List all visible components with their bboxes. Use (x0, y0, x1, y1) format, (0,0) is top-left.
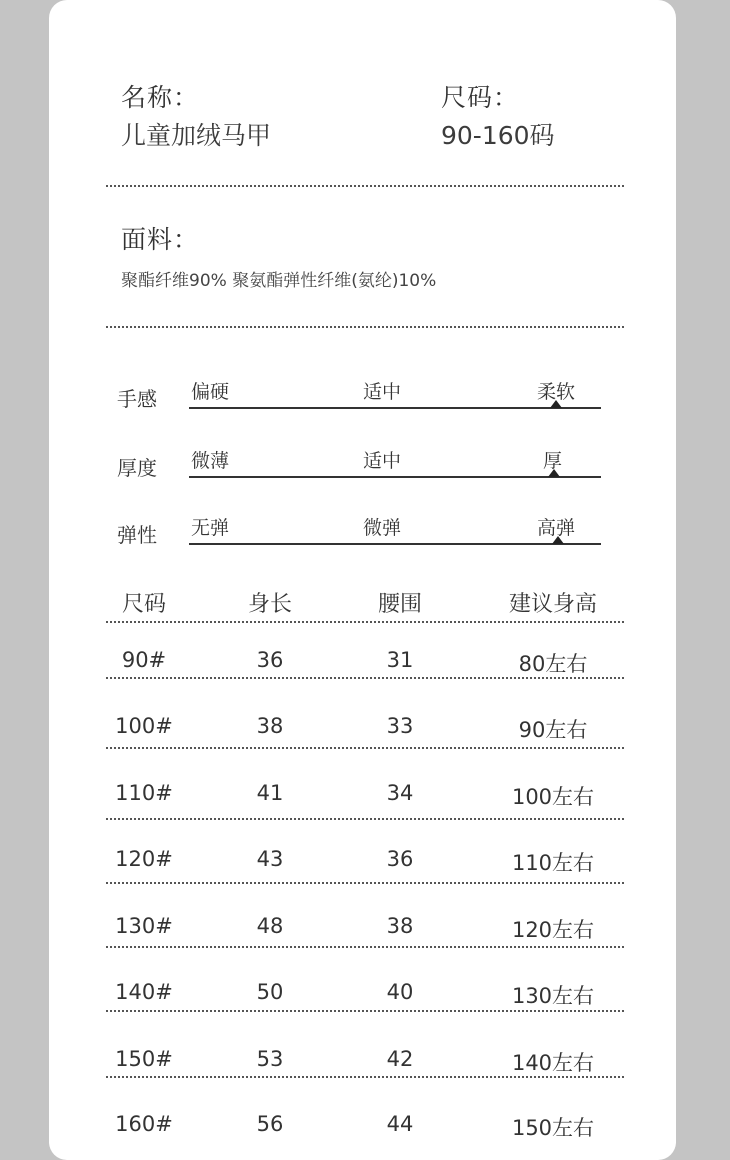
scale-option: 适中 (363, 381, 402, 403)
row-divider (106, 621, 624, 623)
table-cell: 34 (386, 781, 414, 805)
table-cell: 140# (115, 980, 173, 1004)
table-cell: 38 (256, 714, 284, 738)
table-cell: 42 (386, 1047, 414, 1071)
scale-marker-icon (550, 400, 562, 408)
table-cell: 160# (115, 1112, 173, 1136)
row-divider (106, 677, 624, 679)
table-cell: 36 (386, 847, 414, 871)
row-divider (106, 747, 624, 749)
scale-line (189, 543, 601, 545)
table-cell: 110# (115, 781, 173, 805)
scale-option: 厚 (543, 450, 563, 472)
table-cell: 43 (256, 847, 284, 871)
fabric-label: 面料： (121, 225, 200, 254)
name-label: 名称： (121, 83, 200, 112)
scale-option: 微薄 (191, 450, 230, 472)
table-cell: 140左右 (511, 1051, 595, 1075)
table-cell: 31 (386, 648, 414, 672)
column-header: 身长 (247, 592, 292, 617)
table-cell: 41 (256, 781, 284, 805)
table-cell: 130# (115, 914, 173, 938)
table-cell: 150# (115, 1047, 173, 1071)
scale-option: 偏硬 (191, 381, 230, 403)
table-cell: 33 (386, 714, 414, 738)
table-cell: 90# (121, 648, 167, 672)
row-divider (106, 818, 624, 820)
table-cell: 40 (386, 980, 414, 1004)
scale-line (189, 476, 601, 478)
row-divider (106, 1010, 624, 1012)
row-divider (106, 1076, 624, 1078)
table-cell: 48 (256, 914, 284, 938)
table-cell: 120左右 (511, 918, 595, 942)
scale-option: 高弹 (537, 517, 576, 539)
table-cell: 56 (256, 1112, 284, 1136)
scale-line (189, 407, 601, 409)
table-cell: 36 (256, 648, 284, 672)
table-cell: 90左右 (518, 718, 588, 742)
scale-option: 适中 (363, 450, 402, 472)
row-divider (106, 946, 624, 948)
table-cell: 100左右 (511, 785, 595, 809)
table-cell: 53 (256, 1047, 284, 1071)
size-info-card (49, 0, 676, 1160)
size-value: 90-160码 (441, 121, 555, 150)
table-cell: 44 (386, 1112, 414, 1136)
scale-marker-icon (548, 469, 560, 477)
scale-option: 微弹 (363, 517, 402, 539)
name-value: 儿童加绒马甲 (121, 121, 272, 150)
divider (106, 326, 624, 328)
scale-name: 弹性 (117, 523, 157, 547)
scale-option: 无弹 (191, 517, 230, 539)
fabric-value: 聚酯纤维90% 聚氨酯弹性纤维(氨纶)10% (121, 271, 437, 291)
table-cell: 120# (115, 847, 173, 871)
scale-option: 柔软 (537, 381, 576, 403)
table-cell: 150左右 (511, 1116, 595, 1140)
scale-name: 手感 (117, 387, 157, 411)
scale-name: 厚度 (117, 456, 157, 480)
column-header: 建议身高 (508, 592, 597, 617)
column-header: 腰围 (377, 592, 422, 617)
divider (106, 185, 624, 187)
column-header: 尺码 (121, 592, 166, 617)
table-cell: 100# (115, 714, 173, 738)
table-cell: 130左右 (511, 984, 595, 1008)
table-cell: 50 (256, 980, 284, 1004)
table-cell: 110左右 (511, 851, 595, 875)
scale-marker-icon (552, 536, 564, 544)
table-cell: 38 (386, 914, 414, 938)
table-cell: 80左右 (518, 652, 588, 676)
size-label: 尺码： (441, 83, 520, 112)
row-divider (106, 882, 624, 884)
